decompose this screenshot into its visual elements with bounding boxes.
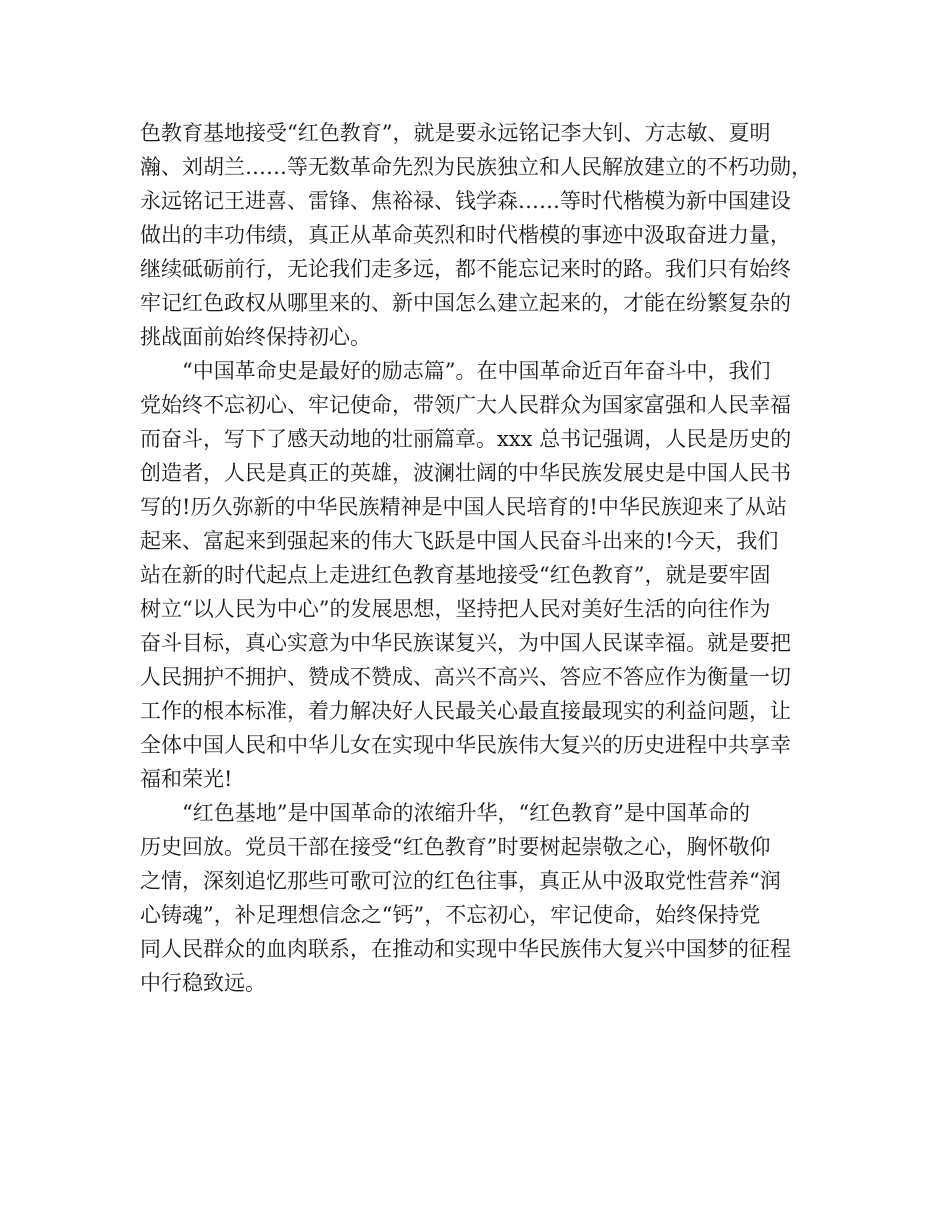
text-line: 奋斗目标，真心实意为中华民族谋复兴，为中国人民谋幸福。就是要把 xyxy=(140,631,791,655)
text-line: 站在新的时代起点上走进红色教育基地接受“红色教育”，就是要牢固 xyxy=(140,563,771,587)
text-line: 中行稳致远。 xyxy=(140,971,266,995)
text-line: 写的!历久弥新的中华民族精神是中国人民培育的!中华民族迎来了从站 xyxy=(140,495,787,519)
text-line: 而奋斗，写下了感天动地的壮丽篇章。xxx 总书记强调，人民是历史的 xyxy=(140,427,792,451)
text-line: “红色基地”是中国革命的浓缩升华，“红色教育”是中国革命的 xyxy=(140,801,750,825)
text-line: “中国革命史是最好的励志篇”。在中国革命近百年奋斗中，我们 xyxy=(140,359,771,383)
text-line: 之情，深刻追忆那些可歌可泣的红色往事，真正从中汲取党性营养“润 xyxy=(140,869,781,893)
text-line: 做出的丰功伟绩，真正从革命英烈和时代楷模的事迹中汲取奋进力量， xyxy=(140,223,791,247)
text-line: 瀚、刘胡兰……等无数革命先烈为民族独立和人民解放建立的不朽功勋， xyxy=(140,155,812,179)
text-line: 工作的根本标准，着力解决好人民最关心最直接最现实的利益问题，让 xyxy=(140,699,791,723)
text-line: 继续砥砺前行，无论我们走多远，都不能忘记来时的路。我们只有始终 xyxy=(140,257,791,281)
text-line: 树立“以人民为中心”的发展思想，坚持把人民对美好生活的向往作为 xyxy=(140,597,771,621)
text-line: 党始终不忘初心、牢记使命，带领广大人民群众为国家富强和人民幸福 xyxy=(140,393,791,417)
text-line: 永远铭记王进喜、雷锋、焦裕禄、钱学森……等时代楷模为新中国建设 xyxy=(140,189,791,213)
text-line: 心铸魂”，补足理想信念之“钙”，不忘初心，牢记使命，始终保持党 xyxy=(140,903,761,927)
text-line: 全体中国人民和中华儿女在实现中华民族伟大复兴的历史进程中共享幸 xyxy=(140,733,791,757)
text-line: 起来、富起来到强起来的伟大飞跃是中国人民奋斗出来的!今天，我们 xyxy=(140,529,779,553)
text-line: 挑战面前始终保持初心。 xyxy=(140,325,371,349)
text-line: 同人民群众的血肉联系，在推动和实现中华民族伟大复兴中国梦的征程 xyxy=(140,937,791,961)
document-body xyxy=(140,116,820,1000)
text-line: 创造者，人民是真正的英雄，波澜壮阔的中华民族发展史是中国人民书 xyxy=(140,461,791,485)
text-line: 色教育基地接受“红色教育”，就是要永远铭记李大钊、方志敏、夏明 xyxy=(140,121,771,145)
text-line: 牢记红色政权从哪里来的、新中国怎么建立起来的，才能在纷繁复杂的 xyxy=(140,291,791,315)
text-line: 历史回放。党员干部在接受“红色教育”时要树起崇敬之心，胸怀敬仰 xyxy=(140,835,771,859)
text-line: 人民拥护不拥护、赞成不赞成、高兴不高兴、答应不答应作为衡量一切 xyxy=(140,665,791,689)
text-line: 福和荣光! xyxy=(140,767,233,791)
